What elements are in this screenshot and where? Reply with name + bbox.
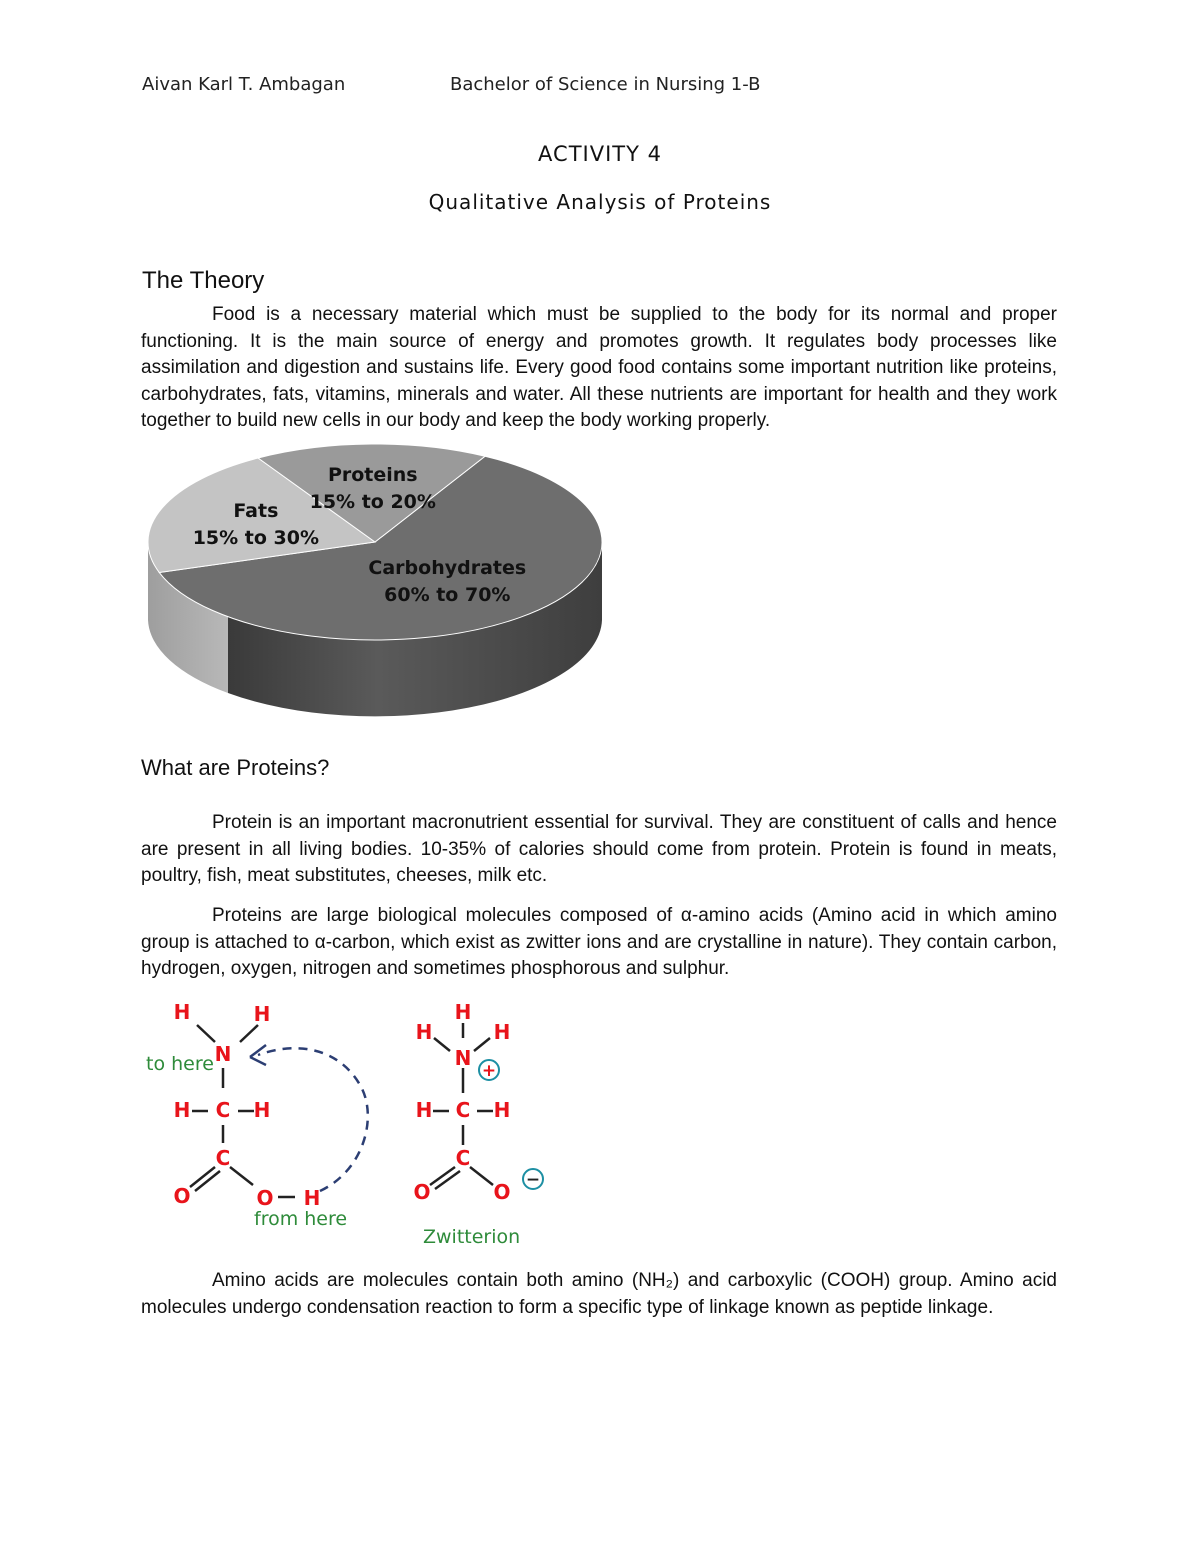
section-heading-proteins: What are Proteins? xyxy=(141,755,330,780)
atom-c-4: C xyxy=(215,1098,231,1122)
atom-h-14: H xyxy=(415,1098,433,1122)
pie-label-value-fats: 15% to 30% xyxy=(192,526,320,549)
atom-n-13: N xyxy=(454,1046,472,1070)
header-program: Bachelor of Science in Nursing 1-B xyxy=(450,74,761,95)
atom-h-12: H xyxy=(493,1020,511,1044)
atom-o-8: O xyxy=(256,1186,274,1210)
minus-sign: − xyxy=(525,1170,541,1190)
pie-label-name-fats: Fats xyxy=(233,499,279,522)
activity-title: ACTIVITY 4 xyxy=(538,142,662,166)
header-author: Aivan Karl T. Ambagan xyxy=(142,74,346,95)
atom-h-11: H xyxy=(415,1020,433,1044)
atom-h-3: H xyxy=(173,1098,191,1122)
atom-n-2: N xyxy=(214,1042,232,1066)
proton-transfer-arrow xyxy=(258,1048,368,1191)
theory-paragraph: Food is a necessary material which must be supplied to the body for its normal and proper functioning. It is the main source of energy and promotes growth. It regulates body processes like assimilation and digestion and sustains life. Every good food contains some important nutrition like proteins, carbohydrates, fats, vitamins, minerals and water. All these nutrients are important for health and they work together to build new cells in our body and keep the body working properly. xyxy=(141,304,1057,431)
nutrition-pie-chart xyxy=(140,440,610,730)
atom-h-1: H xyxy=(253,1002,271,1026)
plus-sign: + xyxy=(481,1061,497,1081)
label-to-here: to here xyxy=(146,1053,214,1075)
atom-c-15: C xyxy=(455,1098,471,1122)
pie-label-name-carbohydrates: Carbohydrates xyxy=(368,556,527,579)
proteins-paragraph-1: Protein is an important macronutrient essential for survival. They are constituent of calls and hence are present in all living bodies. 10-35% of calories should come from protein. Protein is found in meats, poultry, fish, meat substitutes, cheeses, milk etc. xyxy=(141,812,1057,886)
atom-o-7: O xyxy=(173,1184,191,1208)
atom-c-17: C xyxy=(455,1146,471,1170)
proteins-paragraph-2: Proteins are large biological molecules composed of α-amino acids (Amino acid in which amino group is attached to α-carbon, which exist as zwitter ions and are crystalline in nature). They contain carbon, hydrogen, oxygen, nitrogen and sometimes phosphorous and sulphur. xyxy=(141,905,1057,979)
section-heading-theory: The Theory xyxy=(142,267,265,294)
atom-h-16: H xyxy=(493,1098,511,1122)
atom-h-5: H xyxy=(253,1098,271,1122)
pie-label-value-proteins: 15% to 20% xyxy=(309,491,436,514)
atom-h-9: H xyxy=(303,1186,321,1210)
activity-subtitle: Qualitative Analysis of Proteins xyxy=(428,190,772,214)
atom-o-19: O xyxy=(493,1180,511,1204)
label-zwitterion: Zwitterion xyxy=(423,1226,521,1248)
amino-acid-diagram xyxy=(140,995,560,1260)
pie-label-name-proteins: Proteins xyxy=(327,464,418,487)
atom-o-18: O xyxy=(413,1180,431,1204)
atom-c-6: C xyxy=(215,1146,231,1170)
pie-label-value-carbohydrates: 60% to 70% xyxy=(384,583,511,606)
proteins-paragraph-3: Amino acids are molecules contain both amino (NH₂) and carboxylic (COOH) group. Amino acid molecules undergo condensation reaction to form a specific type of linkage known as peptide linkage. xyxy=(141,1270,1057,1318)
label-from-here: from here xyxy=(254,1208,348,1230)
atom-h-0: H xyxy=(173,1000,191,1024)
atom-h-10: H xyxy=(454,1000,472,1024)
